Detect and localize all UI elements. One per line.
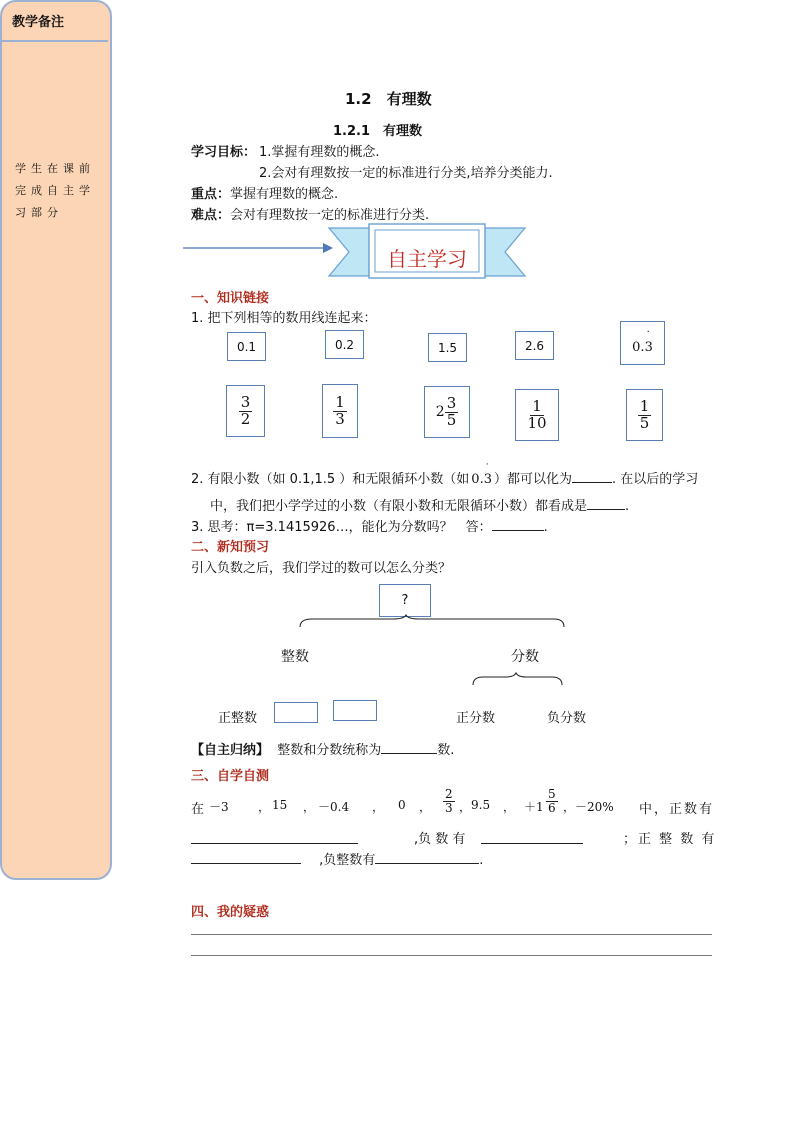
answer-blank-positive-integer[interactable] <box>191 863 301 864</box>
answer-blank-negative-integer[interactable] <box>375 863 479 864</box>
difficulty-text: 会对有理数按一定的标准进行分类. <box>230 208 430 223</box>
classification-question: 引入负数之后，我们学过的数可以怎么分类？ <box>191 561 452 576</box>
note-line-2[interactable] <box>191 955 712 956</box>
objective-item-1: 1.掌握有理数的概念. <box>259 145 380 160</box>
zero-answer-box[interactable] <box>274 702 318 723</box>
fraction-box-3-2: $\frac{3}{2}$ <box>226 385 265 437</box>
key-point-text: 掌握有理数的概念. <box>230 187 339 202</box>
page-subtitle: 1.2.1 有理数 <box>333 124 423 139</box>
positive-fraction-label: 正分数 <box>456 711 496 726</box>
number-box-0-2: 0.2 <box>325 330 364 359</box>
section-4-heading: 四、我的疑惑 <box>191 905 270 920</box>
fraction-box-1-3: $\frac{1}{3}$ <box>322 384 358 438</box>
note-line-1[interactable] <box>191 934 712 935</box>
section-2-heading: 二、新知预习 <box>191 540 270 555</box>
self-test-numbers: 在 －3 ， 15 ， －0.4 ， 0 ， $\frac{2}{3}$ ， 9.5 ， ＋1 $\frac{5}{6}$ ， －20% 中，正数有 <box>191 787 715 817</box>
sidebar-note: 学生在课前完成自主学习部分 <box>15 162 95 219</box>
sidebar-header <box>0 0 108 42</box>
question-3: 3. 思考：π=3.1415926…，能化为分数吗？ 答： . <box>191 520 548 535</box>
fraction-box-2-3-5: 2 $\frac{3}{5}$ <box>424 386 470 438</box>
question-1: 1. 把下列相等的数用线连起来： <box>191 311 377 326</box>
answer-blank-3[interactable] <box>492 530 544 531</box>
self-test-line-3: ,负整数有 . <box>191 849 483 868</box>
summary: 【自主归纳】 整数和分数统称为 数. <box>191 743 455 758</box>
answer-blank-summary[interactable] <box>381 753 437 754</box>
integer-label: 整数 <box>281 649 309 665</box>
section-3-heading: 三、自学自测 <box>191 769 270 784</box>
number-box-0-1: 0.1 <box>227 332 266 361</box>
difficulty-label: 难点： <box>191 208 231 223</box>
negative-fraction-label: 负分数 <box>547 711 587 726</box>
answer-blank-negative[interactable] <box>481 843 583 844</box>
objective-item-2: 2.会对有理数按一定的标准进行分类,培养分类能力. <box>259 166 553 181</box>
answer-blank-positive[interactable] <box>191 843 358 844</box>
sidebar-arrow <box>183 240 333 260</box>
banner-text: 自主学习 <box>387 247 467 271</box>
negative-integer-answer-box[interactable] <box>333 700 377 721</box>
sidebar-title: 教学备注 <box>12 15 65 30</box>
number-box-2-6: 2.6 <box>515 331 554 360</box>
number-box-1-5: 1.5 <box>428 333 467 362</box>
question-2-line-2: 中，我们把小学学过的小数（有限小数和无限循环小数）都看成是 . <box>210 499 630 514</box>
key-point-label: 重点： <box>191 187 231 202</box>
number-box-repeating: 0. · 3 <box>620 321 665 365</box>
positive-integer-label: 正整数 <box>218 711 258 726</box>
tree-root-box[interactable]: ? <box>379 584 431 617</box>
question-2-line-1: 2. 有限小数（如 0.1,1.5 ）和无限循环小数（如 0. · 3 ）都可以化为 . 在以后的学习 <box>191 460 699 487</box>
sidebar <box>0 0 112 880</box>
answer-blank-2a[interactable] <box>572 482 612 483</box>
fraction-box-1-10: $\frac{1}{10}$ <box>515 389 559 441</box>
objectives-label: 学习目标： <box>191 145 257 160</box>
section-1-heading: 一、知识链接 <box>191 291 270 306</box>
fraction-label: 分数 <box>511 649 539 665</box>
page-title: 1.2 有理数 <box>345 90 432 108</box>
answer-blank-2b[interactable] <box>587 509 625 510</box>
fraction-box-1-5: $\frac{1}{5}$ <box>626 389 663 441</box>
self-test-line-2: ,负 数 有 ；正 整 数 有 <box>191 828 731 848</box>
